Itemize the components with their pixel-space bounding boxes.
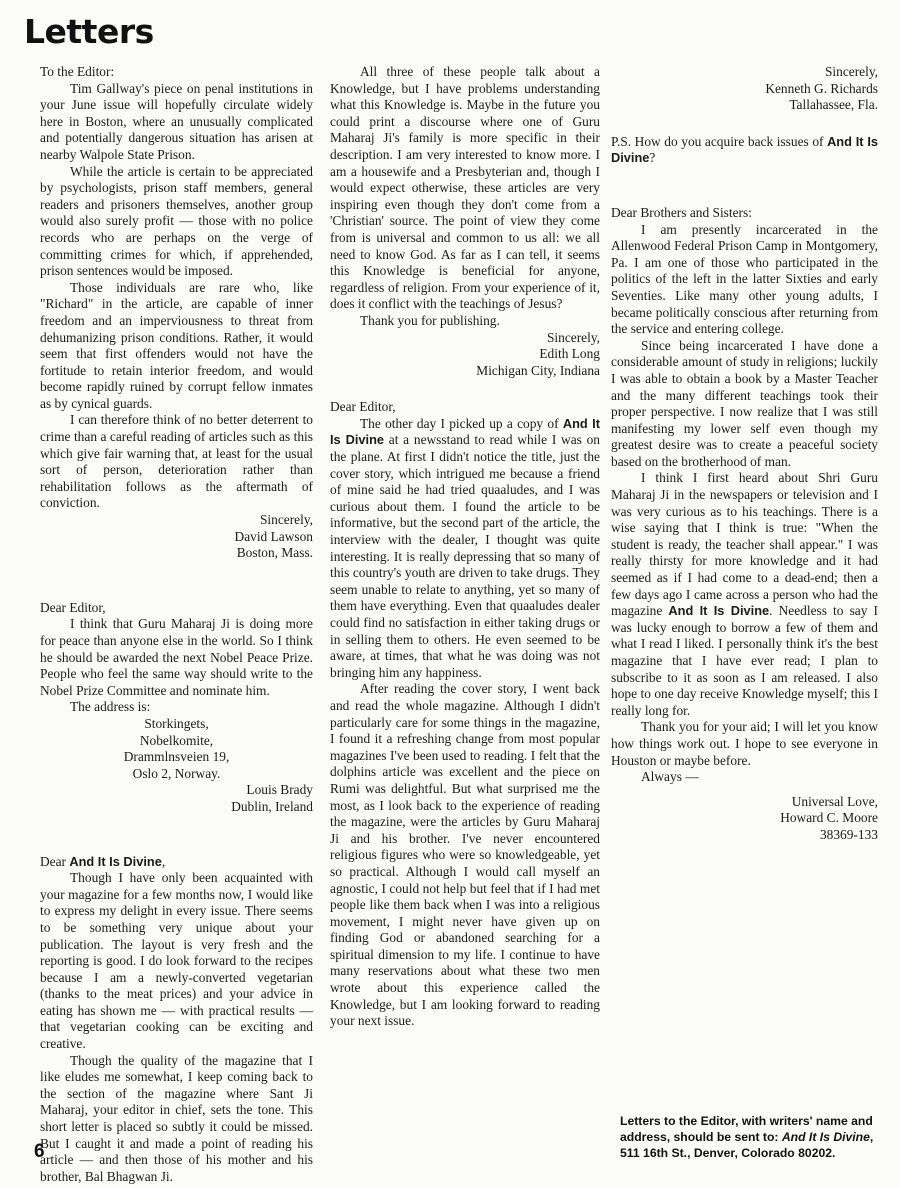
letter-4-salutation: Dear Editor,	[330, 399, 396, 415]
letter-3-paragraph: Though I have only been acquainted with your magazine for a few months now, I would like to express my delight in every issue. There seems to be something very unique about your publication. The layout is very fresh and the reporting is good. I do look forward to the recipes because I am a newly-converted vegetarian (thanks to the meat prices) and your advice in eating has shown me — with practical results — that vegetarian cooking can be exciting and creative.	[40, 870, 313, 1052]
letter-3-closing: Sincerely,	[546, 329, 600, 345]
page-title: Letters	[24, 12, 154, 51]
letter-5-paragraph: I am presently incarcerated in the Allenwood Federal Prison Camp in Montgomery, Pa. I am one of those who participated in the politics of the left in the latter Sixties and early Seventies. Like many other young adults, I became politically conscious after returning from the service and entering college.	[611, 221, 878, 337]
letter-5-paragraph	[611, 470, 878, 719]
letter-5-paragraph: Thank you for your aid; I will let you know how things work out. I hope to see everyone in Houston or maybe before.	[611, 719, 878, 768]
note-text: Letters to the Editor, with writers' name and address, should be sent to:	[620, 1114, 873, 1144]
column-2	[330, 64, 600, 1030]
paragraph-text: . Needless to say I was lucky enough to borrow a few of them and what I read I liked. I personally think it's the best magazine that I have ever read; I plan to subscribe to it as soon as I am released. I also hope to one day receive Knowledge myself; this I really long for.	[611, 603, 879, 718]
letter-3-signature: Edith Long	[539, 346, 600, 362]
letter-5-paragraph: Always —	[641, 769, 699, 785]
letter-4-signature: Kenneth G. Richards	[765, 80, 878, 96]
paragraph-text: The other day I picked up a copy of	[360, 415, 563, 431]
letter-1-paragraph: Tim Gallway's piece on penal institutions in your June issue will hopefully circulate widely here in Boston, where an unusually complicated and potentially dangerous situation has arisen at nearby Walpole State Prison.	[40, 80, 313, 162]
letter-3-paragraph: Thank you for publishing.	[360, 312, 500, 328]
letter-1-salutation: To the Editor:	[40, 64, 115, 79]
submission-note	[620, 1113, 882, 1161]
magazine-name: And It Is Divine	[668, 603, 770, 619]
letter-2-paragraph: The address is:	[70, 699, 151, 715]
letter-1-place: Boston, Mass.	[236, 545, 313, 561]
letter-2-signature: Louis Brady	[246, 782, 313, 798]
letter-3-paragraph: All three of these people talk about a Knowledge, but I have problems understanding what this Knowledge is. Maybe in the future you could print a discourse where one of Guru Maharaj Ji's family is more specific in their description. I am very interested to know more. I am a housewife and a Presbyterian and, though I would expect otherwise, these articles are very inspiring even though they don't come from a 'Christian' source. The point of view they come from is universal and common to us all: we all need to know God. As far as I can tell, it seems this Knowledge is beneficial for anyone, regardless of religion. From your experience of it, does it conflict with the teachings of Jesus?	[330, 64, 600, 312]
nobel-address-line: Nobelkomite,	[139, 732, 214, 748]
letter-3-paragraph: Though the quality of the magazine that I like eludes me somewhat, I keep coming back to the section of the magazine where Sant Ji Maharaj, your editor in chief, sets the tone. This short letter is placed so subtly it could be missed. But I caught it and made a point of reading his article — and then those of his mother and his brother, Bal Bhagwan Ji.	[40, 1052, 313, 1184]
salutation-text: ,	[161, 853, 166, 869]
magazine-name: And It Is Divine	[330, 415, 601, 448]
letter-5-salutation: Dear Brothers and Sisters:	[611, 204, 752, 220]
letter-4-paragraph: After reading the cover story, I went back and read the whole magazine. Although I didn't particularly care for some things in the magazine, I found it a refreshing change from most popular magazines I've been used to reading. I felt that the dolphins article was excellent and the piece on Rumi was delightful. But what surprised me the most, as I look back to the experience of reading the magazine, were the articles by Guru Maharaj Ji and his brother. I've never encountered religious figures who were so knowledgeable, yet so practical. Although I would call myself an agnostic, I could not help but feel that if I had met people like them back when I was into a religious movement, I might never have given up on finding God or abandoned searching for a spiritual dimension to my life. I continue to have many reservations about what these two men wrote about this experience called the Knowledge, but I am looking forward to reading your next issue.	[330, 681, 600, 1029]
paragraph-text: I think I first heard about Shri Guru Maharaj Ji in the newspapers or television and I was very curious as to his teachings. There is a wise saying that I think is true: "When the student is ready, the teacher shall appear." I was really thirsty for more knowledge and it had seemed as if I had come to a dead-end; then a few days ago I came across a person who had the magazine	[611, 470, 878, 619]
column-1	[40, 64, 313, 1185]
letter-4-place: Tallahassee, Fla.	[789, 97, 878, 113]
letter-5-signature: Howard C. Moore	[780, 810, 878, 826]
magazine-name: And It Is Divine	[611, 133, 878, 166]
letter-4-paragraph	[330, 416, 600, 682]
letter-2-place: Dublin, Ireland	[231, 798, 313, 814]
letter-5-paragraph: Since being incarcerated I have done a considerable amount of study in religions; luckily I was able to obtain a book by a Master Teacher and the many different teachings took their proper perspective. I now realize that I was still manifesting my lower self even though my greatest desire was to create a peaceful society based on the brotherhood of man.	[611, 337, 878, 469]
nobel-address-line: Storkingets,	[144, 715, 209, 731]
letter-1-paragraph: While the article is certain to be appreciated by psychologists, prison staff members, general readers and prisoners themselves, another group would also surely profit — those with no police records who are perhaps on the verge of committing crimes for which, if apprehended, prison sentences would be imposed.	[40, 163, 313, 279]
postscript-text: ?	[649, 150, 656, 166]
postscript-text: P.S. How do you acquire back issues of	[611, 133, 828, 149]
letter-2-paragraph: I think that Guru Maharaj Ji is doing more for peace than anyone else in the world. So I think he should be awarded the next Nobel Peace Prize. People who feel the same way should write to the Nobel Prize Committee and nominate him.	[40, 616, 313, 698]
page-number: 6	[34, 1141, 45, 1162]
letter-1-paragraph: I can therefore think of no better deterrent to crime than a careful reading of articles such as this which give fair warning that, at least for the usual sort of person, deterioration rather than rehabilitation follows as the aftermath of conviction.	[40, 412, 313, 511]
letter-1-paragraph: Those individuals are rare who, like "Richard" in the article, are capable of inner freedom and an imperviousness to threat from dehumanizing prison conditions. Rather, it would seem that first offenders would not have the fortitude to retain interior freedom, and would become rapidly ruined by corrupt fellow inmates as by cynical guards.	[40, 279, 313, 411]
letter-4-postscript	[611, 134, 878, 167]
nobel-address-line: Oslo 2, Norway.	[132, 765, 221, 781]
letter-5-inmate-number: 38369-133	[819, 826, 878, 842]
letter-1-signature: David Lawson	[234, 528, 313, 544]
salutation-text: Dear	[40, 853, 70, 869]
nobel-address-line: Drammlnsveien 19,	[123, 749, 230, 765]
magazine-name: And It Is Divine	[781, 1130, 870, 1144]
letter-3-place: Michigan City, Indiana	[476, 362, 600, 378]
magazine-name: And It Is Divine	[69, 853, 162, 869]
letter-3-salutation	[40, 854, 313, 871]
letter-5-closing: Universal Love,	[791, 793, 878, 809]
letter-1-closing: Sincerely,	[259, 512, 313, 528]
letter-2-salutation: Dear Editor,	[40, 599, 106, 615]
note-text: , 511 16th St., Denver, Colorado 80202.	[620, 1130, 874, 1160]
letter-4-closing: Sincerely,	[824, 64, 878, 79]
paragraph-text: at a newsstand to read while I was on the plane. At first I didn't notice the title, just the cover story, which intrigued me because a friend of mine said he had tried quaaludes, and I was curious about them. I found the article to be informative, but the second part of the article, the interview with the dealer, I thought was quite interesting. It is really depressing that so many of this country's youth are driven to take drugs. They seem unable to relate to anything, yet so many of them have everything. Even that quaaludes dealer could find no satisfaction in either taking drugs or in selling them to others. He even seemed to be aware, at times, that what he was doing was not bringing him any happiness.	[330, 432, 600, 680]
column-3	[611, 64, 878, 844]
